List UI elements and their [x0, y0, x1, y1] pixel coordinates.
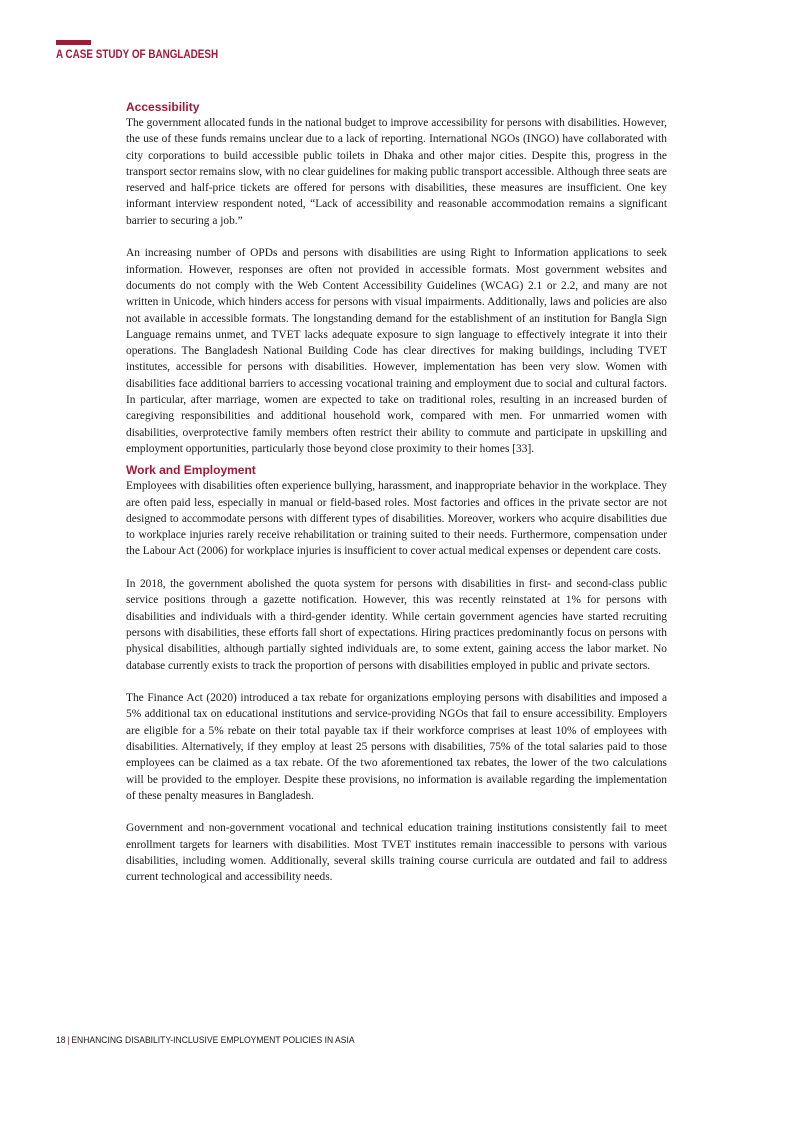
running-header-title: A CASE STUDY OF BANGLADESH — [56, 49, 219, 61]
paragraph: Government and non-government vocational and technical education training institutions consistently fail to meet enrollment targets for learners with disabilities. Most TVET institutes remain inaccessible to persons with various disabilities, including women. Additionally, several skills training course curricula are outdated and fail to address current technological and accessibility needs. — [126, 822, 667, 884]
footer-separator: | — [67, 1035, 70, 1046]
page-number: 18 — [56, 1035, 66, 1046]
publication-title: ENHANCING DISABILITY-INCLUSIVE EMPLOYMENT POLICIES IN ASIA — [71, 1035, 355, 1046]
page-footer — [56, 1035, 355, 1046]
paragraph: In 2018, the government abolished the quota system for persons with disabilities in first- and second-class public service positions through a gazette notification. However, this was recently reinstated at 1% for persons with disabilities and individuals with a third-gender identity. While certain government agencies have started recruiting persons with disabilities, these efforts fall short of expectations. Hiring practices predominantly focus on persons with physical disabilities, although partially sighted individuals are, to some extent, gaining access the labor market. No database currently exists to track the proportion of persons with disabilities employed in public and private sectors. — [126, 578, 667, 672]
section-accessibility — [126, 100, 667, 457]
header-accent-bar — [56, 40, 91, 45]
paragraph: The Finance Act (2020) introduced a tax rebate for organizations employing persons with disabilities and imposed a 5% additional tax on educational institutions and service-providing NGOs that fail to ensure accessibility. Employers are eligible for a 5% rebate on their total payable tax if their workforce comprises at least 10% of employees with disabilities. Alternatively, if they employ at least 25 persons with disabilities, 75% of the total salaries paid to those employees can be claimed as a tax rebate. Of the two aforementioned tax rebates, the lower of the two calculations will be provided to the employer. Despite these provisions, no information is available regarding the implementation of these penalty measures in Bangladesh. — [126, 692, 667, 802]
paragraph: The government allocated funds in the national budget to improve accessibility for persons with disabilities. However, the use of these funds remains unclear due to a lack of reporting. International NGOs (INGO) have collaborated with city corporations to build accessible public toilets in Dhaka and other major cities. Despite this, progress in the transport sector remains slow, with no clear guidelines for making public transport accessible. Although three seats are reserved and half-price tickets are offered for persons with disabilities, these measures are insufficient. One key informant interview respondent noted, “Lack of accessibility and reasonable accommodation remains a significant barrier to securing a job.” — [126, 117, 667, 227]
paragraph: An increasing number of OPDs and persons with disabilities are using Right to Information applications to seek information. However, responses are often not provided in accessible formats. Most government websites and documents do not comply with the Web Content Accessibility Guidelines (WCAG) 2.1 or 2.2, and many are not written in Unicode, which hinders access for persons with visual impairments. Additionally, laws and policies are also not available in accessible formats. The longstanding demand for the establishment of an institution for Bangla Sign Language remains unmet, and TVET lacks adequate exposure to sign language to effectively integrate it into their operations. The Bangladesh National Building Code has clear directives for making buildings, including TVET institutes, accessible for persons with disabilities. However, implementation has been very slow. Women with disabilities face additional barriers to accessing vocational training and employment due to social and cultural factors. In particular, after marriage, women are expected to take on traditional roles, resulting in an increased burden of caregiving responsibilities and additional household work, compared with men. For unmarried women with disabilities, overprotective family members often restrict their ability to commute and participate in upskilling and employment opportunities, particularly those beyond close proximity to their homes [33]. — [126, 247, 667, 455]
page-content — [126, 100, 667, 902]
section-heading: Accessibility — [126, 100, 200, 114]
section-work-and-employment — [126, 463, 667, 885]
paragraph: Employees with disabilities often experience bullying, harassment, and inappropriate behavior in the workplace. They are often paid less, especially in manual or field-based roles. Most factories and offices in the private sector are not designed to accommodate persons with different types of disabilities. Moreover, workers who acquire disabilities due to workplace injuries rarely receive rehabilitation or training suited to their needs. Furthermore, compensation under the Labour Act (2006) for workplace injuries is insufficient to cover actual medical expenses or dependent care costs. — [126, 480, 667, 558]
section-heading: Work and Employment — [126, 463, 256, 478]
